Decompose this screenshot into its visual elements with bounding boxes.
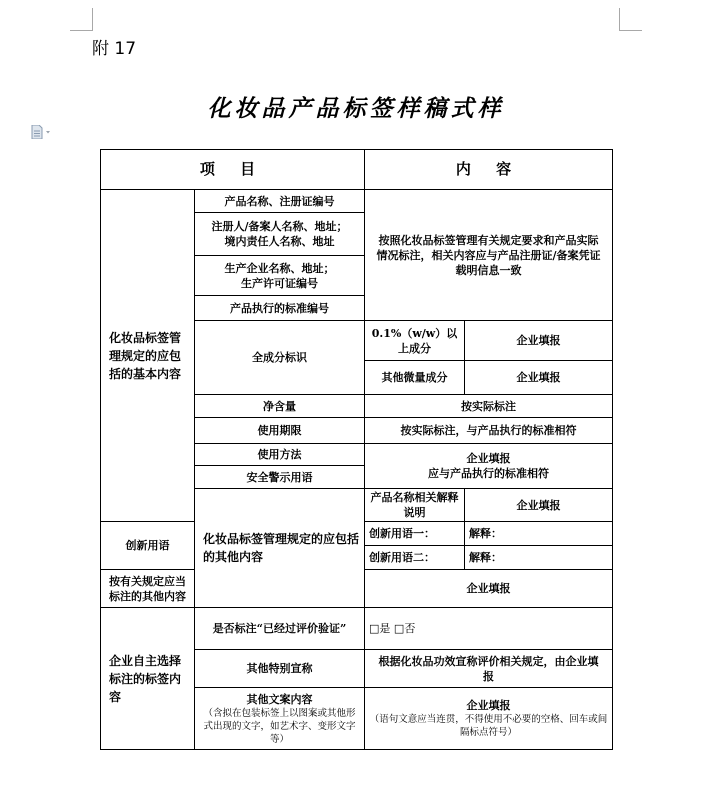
section2-category: 化妆品标签管理规定的应包括的其他内容 (195, 489, 365, 608)
row-manufacturer-line2: 生产许可证编号 (241, 276, 318, 290)
table-row (101, 608, 613, 650)
section1-merged-content: 按照化妆品标签管理有关规定要求和产品实际情况标注，相关内容应与产品注册证/备案凭证载明信息一致 (365, 190, 613, 321)
ingredients-label: 全成分标识 (195, 321, 365, 395)
header-content: 内 容 (365, 150, 613, 190)
innovation-term-2: 创新用语二： (365, 546, 465, 570)
row-standard-number: 产品执行的标准编号 (195, 296, 365, 321)
table-row (101, 190, 613, 213)
other-copy-label: 其他文案内容 (246, 692, 313, 706)
other-copy-note: （含拟在包装标签上以图案或其他形式出现的文字，如艺术字、变形文字等） (203, 707, 356, 745)
ingredients-trace-label: 其他微量成分 (365, 361, 465, 395)
section1-category: 化妆品标签管理规定的应包括的基本内容 (101, 190, 195, 522)
net-content-label: 净含量 (195, 395, 365, 418)
document-icon[interactable] (31, 125, 53, 139)
innovation-term-2-explanation: 解释： (465, 546, 613, 570)
other-copy-value-note: （语句文意应当连贯，不得使用不必要的空格、回车或间隔标点符号） (369, 714, 608, 738)
page-corner-mark-top-left (70, 8, 93, 31)
header-item: 项 目 (101, 150, 365, 190)
table-header-row (101, 150, 613, 190)
row-registrant-line1: 注册人/备案人名称、地址； (211, 220, 348, 233)
other-copy-value: 企业填报 (466, 699, 511, 712)
ingredients-main-value: 企业填报 (465, 321, 613, 361)
row-registrant-line2: 境内责任人名称、地址 (224, 235, 335, 248)
warning-label: 安全警示用语 (195, 466, 365, 489)
usage-label: 使用方法 (195, 444, 365, 466)
verification-options (365, 608, 613, 650)
shelf-life-label: 使用期限 (195, 418, 365, 444)
page-corner-mark-top-right (619, 8, 642, 31)
ingredients-trace-value: 企业填报 (465, 361, 613, 395)
verification-no-checkbox[interactable]: □否 (393, 622, 416, 635)
page-title: 化妆品产品标签样稿式样 (207, 95, 505, 122)
net-content-value: 按实际标注 (365, 395, 613, 418)
special-claims-label: 其他特别宣称 (195, 650, 365, 688)
innovation-term-1-explanation: 解释： (465, 522, 613, 546)
ingredients-main-label: 0.1%（w/w）以上成分 (365, 321, 465, 361)
name-explanation-label: 产品名称相关解释说明 (365, 489, 465, 522)
other-required-label: 按有关规定应当标注的其他内容 (101, 570, 195, 608)
attachment-label: 附 17 (92, 39, 137, 59)
row-registrant (195, 213, 365, 256)
verification-yes-checkbox[interactable]: □是 (369, 622, 391, 635)
other-required-value: 企业填报 (365, 570, 613, 608)
row-manufacturer-line1: 生产企业名称、地址； (224, 261, 335, 275)
name-explanation-value: 企业填报 (465, 489, 613, 522)
shelf-life-value: 按实际标注，与产品执行的标准相符 (365, 418, 613, 444)
usage-value-line2: 应与产品执行的标准相符 (428, 467, 550, 480)
innovation-label: 创新用语 (101, 522, 195, 570)
innovation-term-1: 创新用语一： (365, 522, 465, 546)
other-copy-cell (195, 688, 365, 750)
row-product-name: 产品名称、注册证编号 (195, 190, 365, 213)
row-manufacturer (195, 256, 365, 296)
special-claims-value: 根据化妆品功效宣称评价相关规定，由企业填报 (365, 650, 613, 688)
usage-value-line1: 企业填报 (466, 452, 511, 465)
verification-label: 是否标注“已经过评价验证” (195, 608, 365, 650)
usage-warning-value (365, 444, 613, 489)
other-copy-value-cell (365, 688, 613, 750)
section3-category: 企业自主选择标注的标签内容 (101, 608, 195, 750)
label-sample-table (100, 149, 613, 750)
